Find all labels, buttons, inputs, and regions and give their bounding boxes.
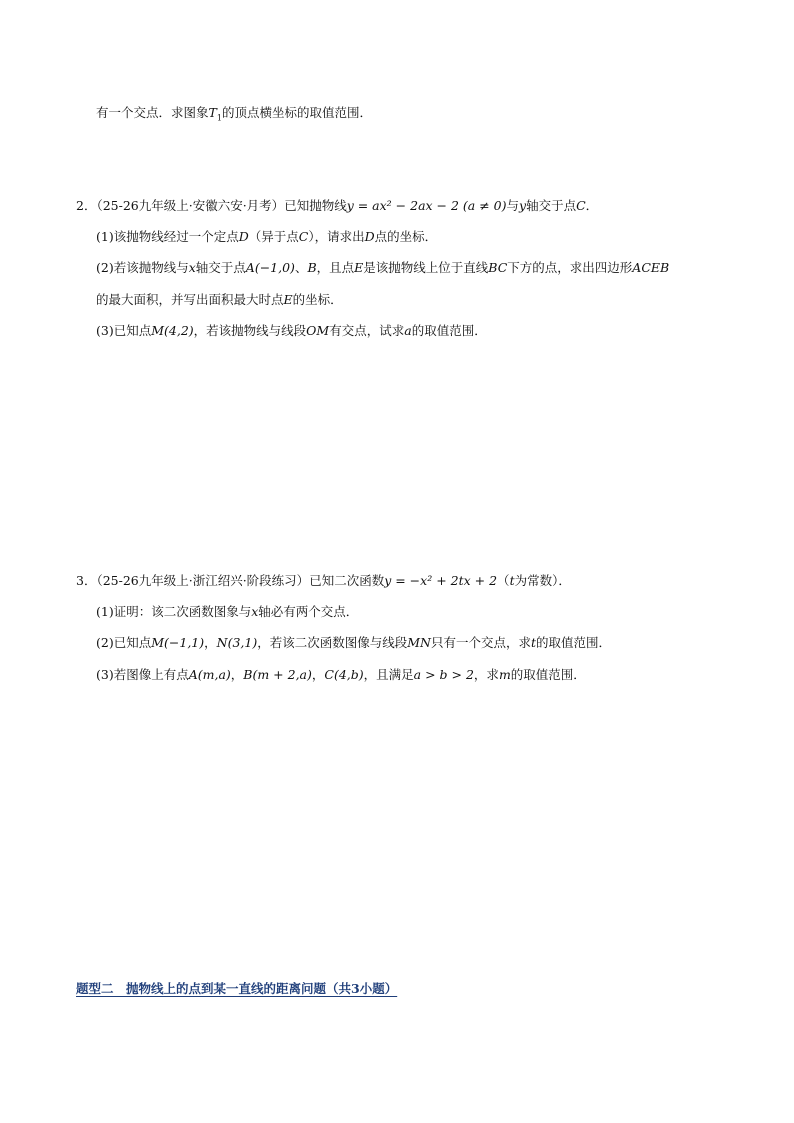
- math-var: E: [354, 260, 364, 275]
- math-subscript: 1: [216, 113, 222, 123]
- text: ，若该抛物线与线段: [193, 323, 307, 338]
- text: ，: [311, 667, 325, 682]
- math-point: N(3,1): [216, 635, 258, 650]
- math-var: D: [364, 229, 375, 244]
- text: (2)若该抛物线与: [96, 260, 189, 275]
- text: ，若该二次函数图像与线段: [257, 635, 408, 650]
- text: 轴交于点: [526, 198, 577, 213]
- text: (2)已知点: [96, 635, 152, 650]
- text: 的最大面积，并写出面积最大时点: [96, 292, 284, 307]
- math-var: C: [298, 229, 309, 244]
- math-var: E: [283, 292, 293, 307]
- inequality: a > b > 2: [413, 667, 474, 682]
- question-2-part-1: [96, 228, 437, 246]
- text: (1)该抛物线经过一个定点: [96, 229, 239, 244]
- text: (3)若图像上有点: [96, 667, 189, 682]
- text: 已知二次函数: [309, 573, 385, 588]
- text: 已知抛物线: [284, 198, 347, 213]
- math-var: x: [188, 260, 196, 275]
- math-point: A(m,a): [188, 667, 231, 682]
- question-3-part-3: [96, 666, 586, 684]
- text: ．: [585, 198, 599, 213]
- question-2-part-2: [96, 259, 669, 277]
- text: ，且点: [316, 260, 355, 275]
- math-T: T: [208, 105, 217, 120]
- math-var: t: [531, 635, 537, 650]
- text: （异于点: [248, 229, 299, 244]
- text: 与: [506, 198, 520, 213]
- text: ，且满足: [363, 667, 414, 682]
- question-3-part-1: [96, 603, 358, 621]
- question-source: （25-26九年级上·安徽六安·月考）: [96, 198, 285, 213]
- text: ，求: [473, 667, 499, 682]
- math-var: B: [307, 260, 317, 275]
- question-2-part-2-cont: [96, 291, 343, 309]
- text: 、: [294, 260, 308, 275]
- text: 轴必有两个交点．: [258, 604, 359, 619]
- math-var: ACEB: [632, 260, 670, 275]
- math-var: x: [251, 604, 259, 619]
- math-point: B(m + 2,a): [243, 667, 312, 682]
- text: (3)已知点: [96, 323, 152, 338]
- text: （: [497, 573, 510, 588]
- text: 的取值范围．: [536, 635, 612, 650]
- text: 轴交于点: [195, 260, 246, 275]
- math-var: m: [498, 667, 511, 682]
- math-var: BC: [488, 260, 508, 275]
- math-point: A(−1,0): [245, 260, 295, 275]
- equation: y = ax² − 2ax − 2 (a ≠ 0): [346, 198, 507, 213]
- text: 点的坐标．: [374, 229, 438, 244]
- math-var: y: [519, 198, 527, 213]
- text: 的坐标．: [292, 292, 343, 307]
- text: 是该抛物线上位于直线: [363, 260, 489, 275]
- math-point: C(4,b): [324, 667, 364, 682]
- question-number: 3．: [76, 573, 97, 588]
- math-point: M(−1,1): [151, 635, 205, 650]
- text: 的取值范围．: [411, 323, 487, 338]
- equation: y = −x² + 2tx + 2: [384, 573, 498, 588]
- question-3-stem: [76, 572, 571, 590]
- text: 的取值范围．: [510, 667, 586, 682]
- section-title: 题型二 抛物线上的点到某一直线的距离问题（共3小题）: [76, 981, 398, 996]
- text: 只有一个交点，求: [430, 635, 531, 650]
- question-source: （25-26九年级上·浙江绍兴·阶段练习）: [96, 573, 310, 588]
- question-2-stem: [76, 197, 598, 215]
- math-var: a: [404, 323, 412, 338]
- text: 为常数）．: [514, 573, 571, 588]
- text: ，: [204, 635, 217, 650]
- math-point: M(4,2): [151, 323, 194, 338]
- question-2-part-3: [96, 322, 487, 340]
- continuation-line: [96, 104, 372, 122]
- text: 下方的点，求出四边形: [507, 260, 633, 275]
- math-var: D: [238, 229, 249, 244]
- question-number: 2．: [76, 198, 97, 213]
- text: 的顶点横坐标的取值范围．: [221, 105, 372, 120]
- text: 有交点，试求: [329, 323, 405, 338]
- math-var: OM: [306, 323, 330, 338]
- text: ，: [230, 667, 244, 682]
- question-3-part-2: [96, 634, 611, 652]
- text: (1)证明：该二次函数图象与: [96, 604, 252, 619]
- math-var: MN: [407, 635, 431, 650]
- math-var: t: [509, 573, 515, 588]
- math-var: C: [576, 198, 586, 213]
- text: 有一个交点．求图象: [96, 105, 209, 120]
- text: ），请求出: [308, 229, 365, 244]
